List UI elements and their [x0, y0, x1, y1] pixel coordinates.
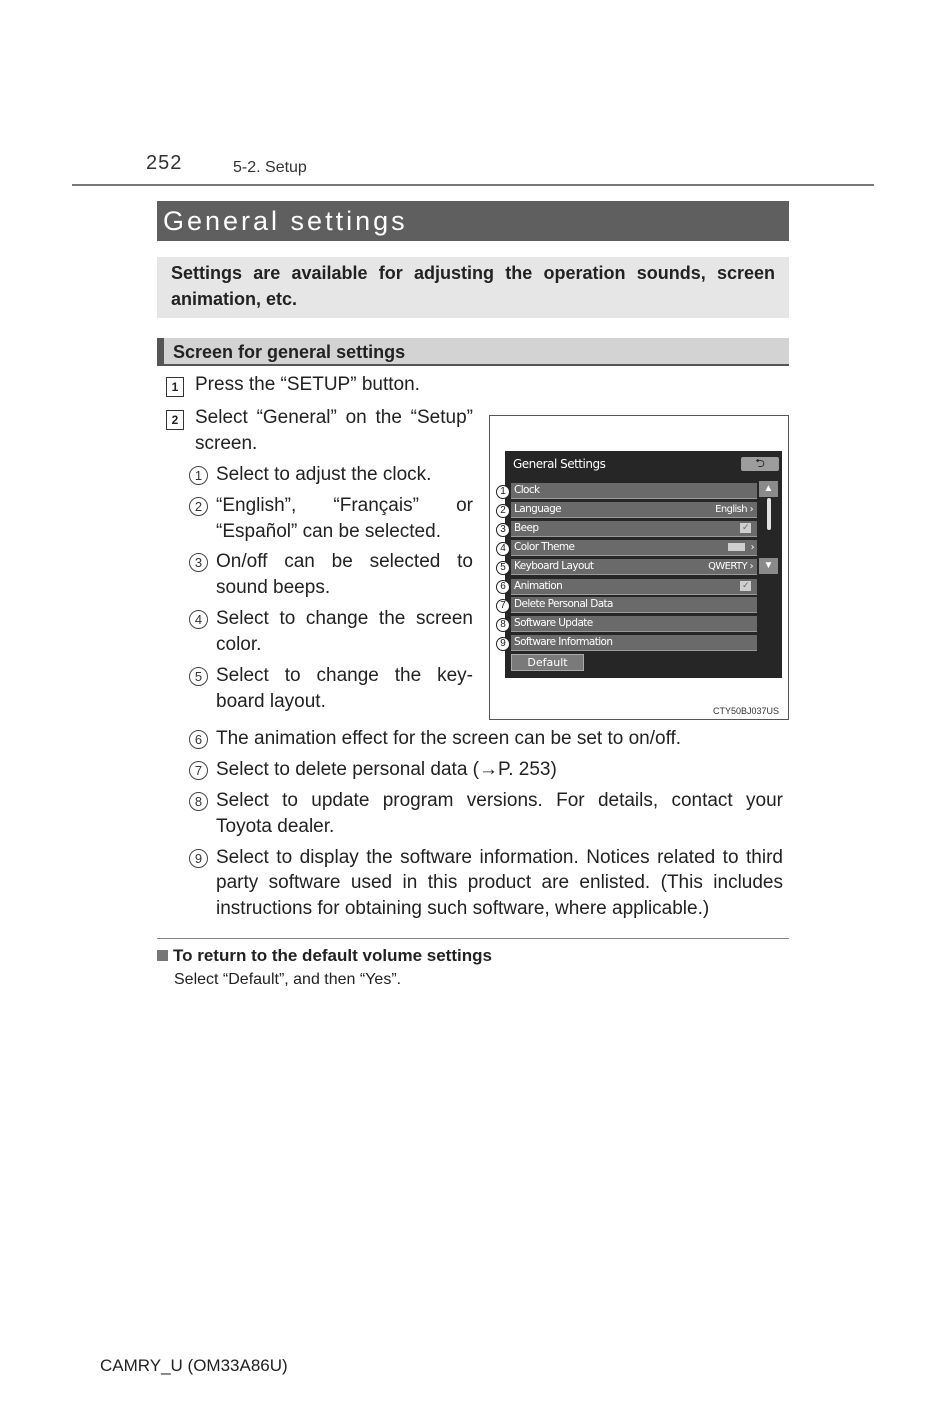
menu-row-label: Color Theme	[514, 541, 575, 553]
item-number-5: 5	[189, 667, 208, 686]
item-8-line-2: Toyota dealer.	[216, 816, 335, 837]
item-1-text: Select to adjust the clock.	[216, 464, 432, 485]
scroll-down-icon[interactable]: ▼	[759, 558, 778, 574]
figure-callout-8: 8	[496, 618, 510, 632]
checkbox-icon[interactable]: ✓	[740, 581, 751, 591]
item-2-line-1: “English”, “Français” or	[216, 495, 473, 516]
item-5-line-2: board layout.	[216, 691, 326, 712]
figure-callout-5: 5	[496, 561, 510, 575]
item-number-9: 9	[189, 849, 208, 868]
item-number-6: 6	[189, 730, 208, 749]
menu-row-label: Keyboard Layout	[514, 560, 594, 572]
settings-screen	[505, 451, 782, 678]
item-9-line-1: Select to display the software information. Notices related to third	[216, 847, 783, 868]
item-2-line-2: “Español” can be selected.	[216, 521, 441, 542]
menu-row-language[interactable]	[511, 502, 757, 518]
menu-row-animation[interactable]	[511, 579, 757, 595]
keyboard-layout-value: QWERTY ›	[708, 561, 753, 572]
item-9-line-3: instructions for obtaining such software, where applicable.)	[216, 898, 710, 919]
step-1-text: Press the “SETUP” button.	[195, 374, 420, 395]
item-8-line-1: Select to update program versions. For details, contact your	[216, 790, 783, 811]
menu-row-software-information[interactable]	[511, 635, 757, 651]
figure-callout-3: 3	[496, 523, 510, 537]
step-2-line-1: Select “General” on the “Setup”	[195, 407, 473, 428]
note-body: Select “Default”, and then “Yes”.	[174, 971, 402, 988]
note-heading	[157, 946, 492, 966]
note-divider	[157, 938, 789, 939]
figure-callout-7: 7	[496, 599, 510, 613]
item-4-line-2: color.	[216, 634, 262, 655]
item-7-text: Select to delete personal data (→P. 253)	[216, 759, 557, 780]
figure-callout-1: 1	[496, 485, 510, 499]
item-3-line-1: On/off can be selected to	[216, 551, 473, 572]
figure-callout-4: 4	[496, 542, 510, 556]
menu-row-keyboard-layout[interactable]	[511, 559, 757, 575]
figure-callout-2: 2	[496, 504, 510, 518]
screen-title: General Settings	[513, 457, 606, 471]
figure-callout-9: 9	[496, 637, 510, 651]
item-number-4: 4	[189, 610, 208, 629]
figure-code: CTY50BJ037US	[713, 706, 780, 716]
back-button[interactable]	[741, 457, 779, 471]
checkbox-icon[interactable]: ✓	[740, 523, 751, 533]
color-swatch-icon	[728, 543, 745, 551]
figure-callout-6: 6	[496, 580, 510, 594]
menu-row-color-theme[interactable]	[511, 540, 757, 556]
item-6-text: The animation effect for the screen can be set to on/off.	[216, 728, 682, 749]
menu-row-label: Beep	[514, 522, 539, 534]
note-heading-text: To return to the default volume settings	[173, 946, 492, 965]
menu-row-software-update[interactable]	[511, 616, 757, 632]
menu-row-label: Software Update	[514, 617, 593, 629]
menu-row-label: Clock	[514, 484, 540, 496]
item-number-7: 7	[189, 761, 208, 780]
item-3-line-2: sound beeps.	[216, 577, 331, 598]
scrollbar[interactable]	[759, 481, 778, 576]
item-4-line-1: Select to change the screen	[216, 608, 473, 629]
chevron-right-icon: ›	[750, 542, 754, 553]
section-label: 5-2. Setup	[233, 159, 307, 176]
menu-row-delete-personal-data[interactable]	[511, 597, 757, 613]
page-number: 252	[146, 152, 183, 174]
scroll-thumb[interactable]	[767, 498, 771, 530]
menu-row-label: Software Information	[514, 636, 613, 648]
item-number-2: 2	[189, 497, 208, 516]
page-title: General settings	[157, 201, 789, 241]
header-divider	[72, 184, 874, 186]
menu-row-clock[interactable]	[511, 483, 757, 499]
summary-box: Settings are available for adjusting the operation sounds, screen animation, etc.	[157, 257, 789, 318]
footer-document-code: CAMRY_U (OM33A86U)	[100, 1356, 288, 1375]
step-2-line-2: screen.	[195, 433, 258, 454]
square-bullet-icon	[157, 950, 168, 961]
subheading: Screen for general settings	[157, 338, 789, 366]
menu-row-label: Animation	[514, 580, 563, 592]
default-button[interactable]: Default	[511, 654, 584, 671]
step-number-2: 2	[166, 410, 184, 430]
item-5-line-1: Select to change the key-	[216, 665, 473, 686]
menu-row-beep[interactable]	[511, 521, 757, 537]
step-number-1: 1	[166, 377, 184, 397]
item-number-3: 3	[189, 553, 208, 572]
item-9-line-2: party software used in this product are enlisted. (This includes	[216, 872, 783, 893]
language-value: English ›	[715, 504, 753, 515]
menu-row-label: Delete Personal Data	[514, 598, 613, 610]
menu-row-label: Language	[514, 503, 562, 515]
scroll-up-icon[interactable]: ▲	[759, 481, 778, 497]
back-arrow-icon: ⮌	[755, 456, 765, 470]
item-number-8: 8	[189, 792, 208, 811]
item-number-1: 1	[189, 466, 208, 485]
